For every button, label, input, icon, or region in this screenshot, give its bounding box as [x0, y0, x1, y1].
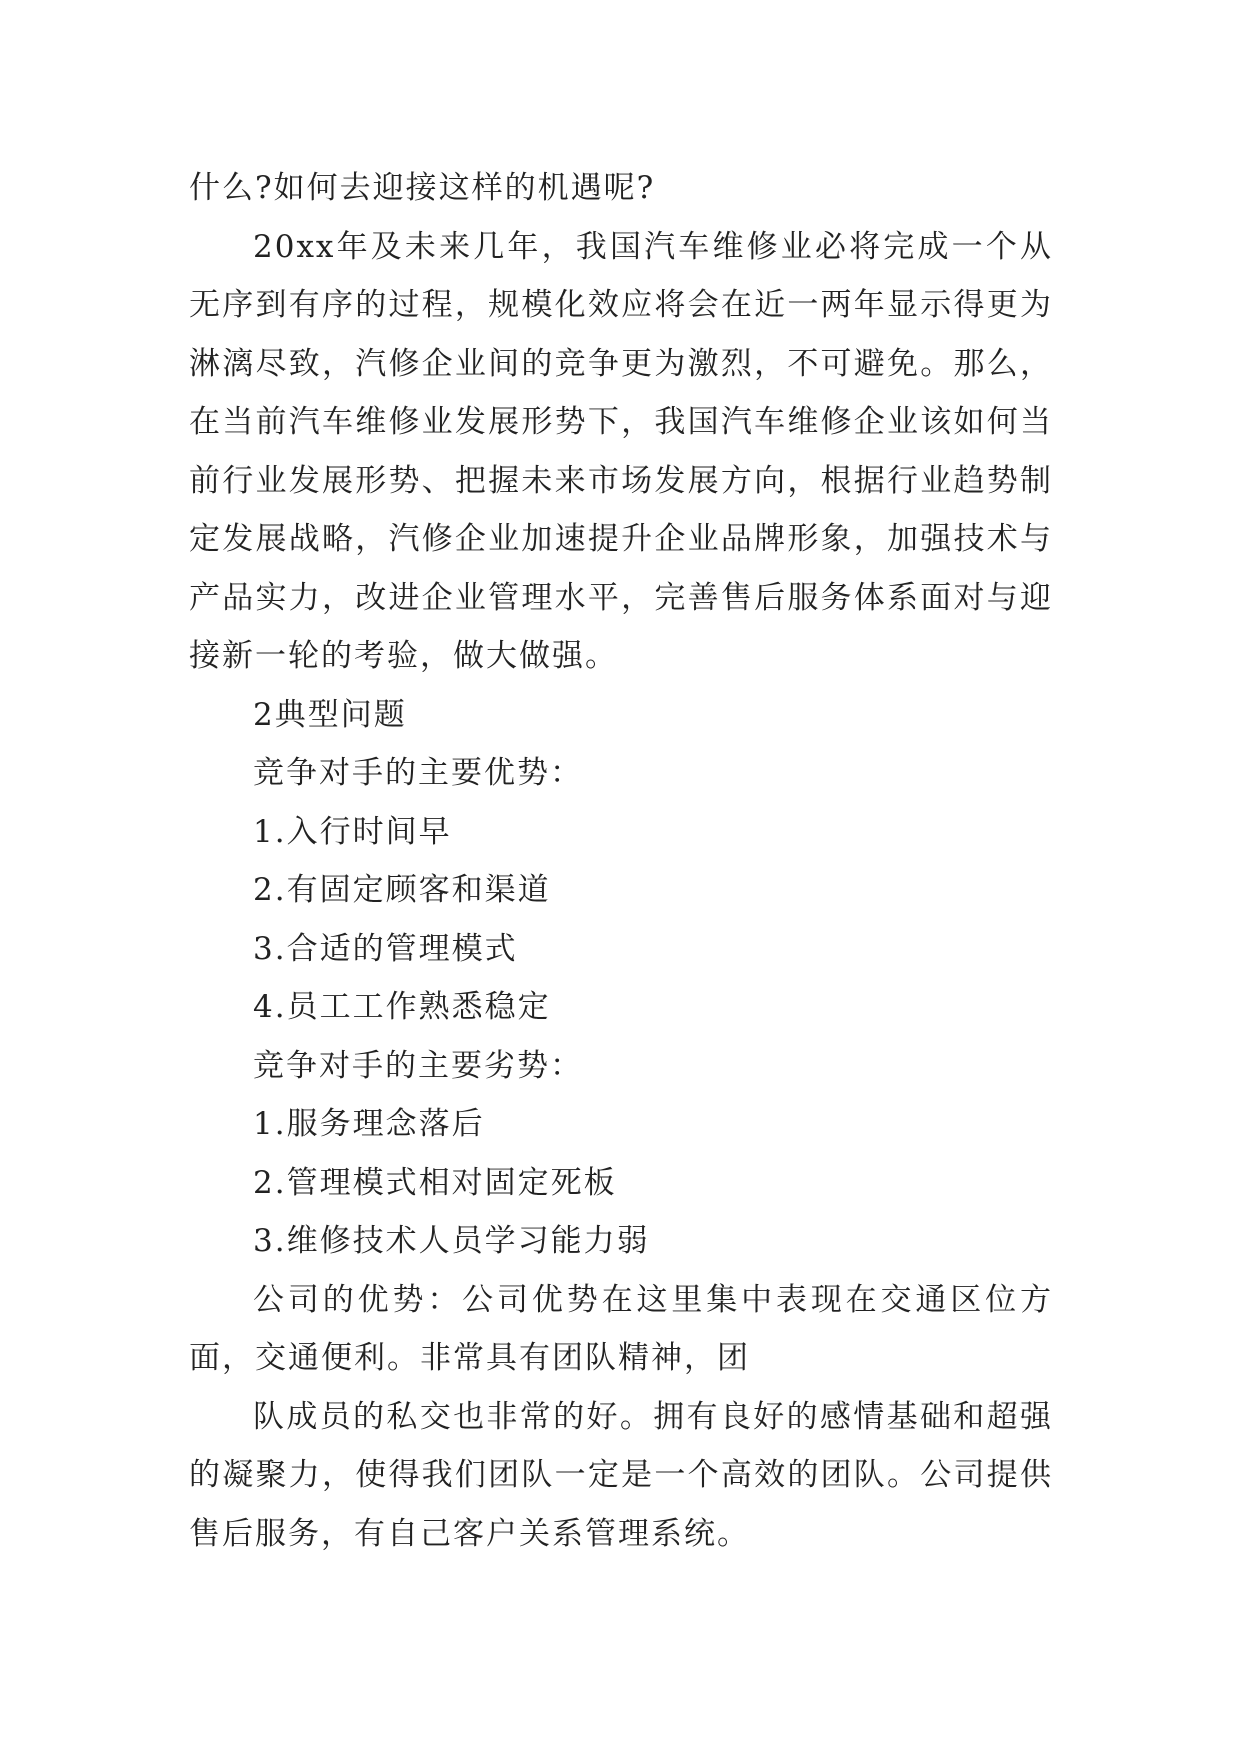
- competitor-strengths-heading: 竞争对手的主要优势：: [253, 755, 583, 791]
- competitor-weaknesses-heading: 竞争对手的主要劣势：: [253, 1047, 583, 1084]
- document-body: [189, 159, 1053, 1563]
- list-item: 3.维修技术人员学习能力弱: [253, 1223, 650, 1259]
- list-item: 1.服务理念落后: [253, 1106, 485, 1142]
- list-item: 2.管理模式相对固定死板: [253, 1164, 617, 1201]
- list-item: 2.有固定顾客和渠道: [253, 872, 551, 908]
- section-heading-typical-problems: 2典型问题: [253, 696, 407, 733]
- paragraph-continuation: 什么?如何去迎接这样的机遇呢?: [189, 170, 656, 206]
- list-item: 1.入行时间早: [253, 813, 452, 850]
- list-item: 4.员工工作熟悉稳定: [253, 989, 551, 1025]
- paragraph-team-and-service: 队成员的私交也非常的好。拥有良好的感情基础和超强的凝聚力，使得我们团队一定是一个高效的团队。公司提供售后服务，有自己客户关系管理系统。: [189, 1398, 1053, 1552]
- paragraph-industry-outlook: 20xx年及未来几年，我国汽车维修业必将完成一个从无序到有序的过程，规模化效应将会在近一两年显示得更为淋漓尽致，汽修企业间的竞争更为激烈，不可避免。那么，在当前汽车维修业发展形势下，我国汽车维修企业该如何当前行业发展形势、把握未来市场发展方向，根据行业趋势制定发展战略，汽修企业加速提升企业品牌形象，加强技术与产品实力，改进企业管理水平，完善售后服务体系面对与迎接新一轮的考验，做大做强。: [189, 228, 1053, 674]
- list-item: 3.合适的管理模式: [253, 930, 518, 967]
- paragraph-company-advantages: 公司的优势：公司优势在这里集中表现在交通区位方面，交通便利。非常具有团队精神，团: [189, 1281, 1053, 1376]
